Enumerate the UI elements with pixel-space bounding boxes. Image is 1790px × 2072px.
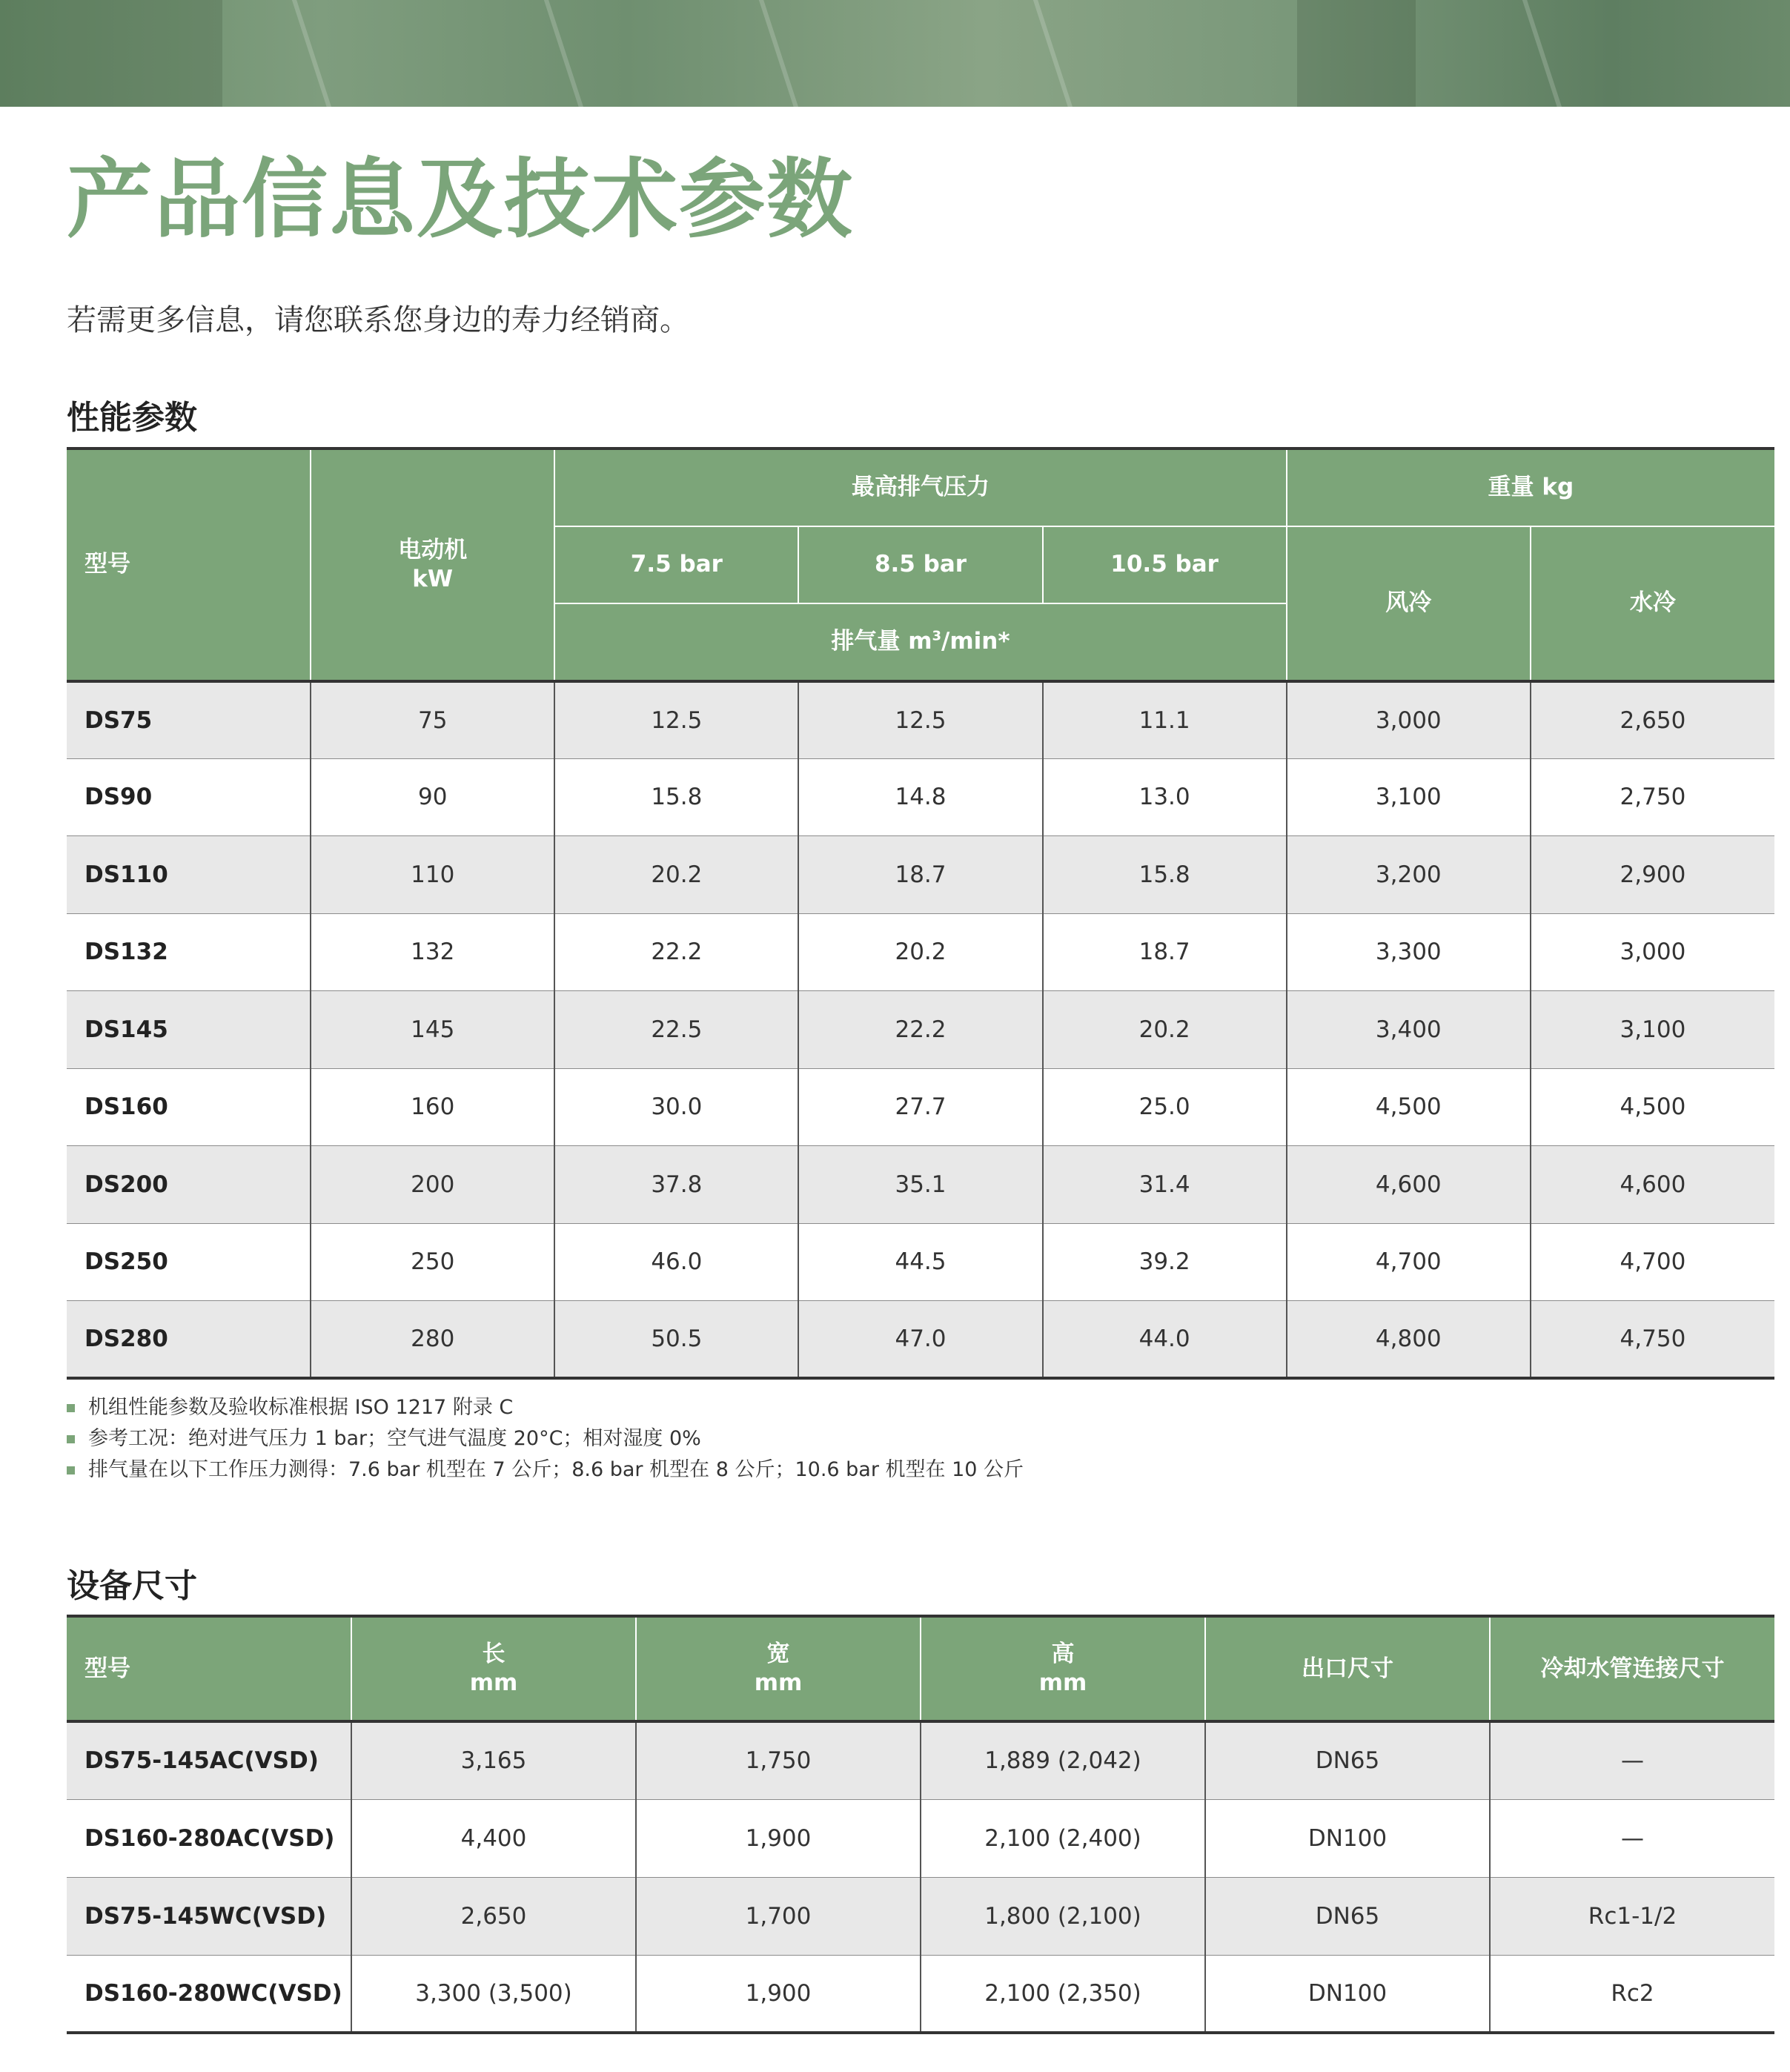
cell-p75: 22.2 [554, 913, 798, 991]
header-pressure-8-5: 8.5 bar [798, 526, 1042, 604]
cell-kw: 280 [311, 1301, 554, 1379]
dimensions-table [67, 1615, 1774, 2034]
page-subtitle: 若需更多信息，请您联系您身边的寿力经销商。 [67, 303, 689, 337]
cell-width: 1,750 [636, 1721, 921, 1799]
cell-air: 4,500 [1287, 1068, 1531, 1146]
cell-p85: 44.5 [798, 1223, 1042, 1301]
cell-length: 3,165 [351, 1721, 636, 1799]
cell-kw: 75 [311, 681, 554, 759]
table-row [67, 1955, 1774, 2033]
header-weight: 重量 kg [1287, 449, 1774, 526]
cell-model: DS160-280AC(VSD) [67, 1799, 351, 1877]
header-air-cooled: 风冷 [1287, 526, 1531, 681]
table-row [67, 836, 1774, 914]
cell-p75: 46.0 [554, 1223, 798, 1301]
cell-p85: 47.0 [798, 1301, 1042, 1379]
cell-model: DS250 [67, 1223, 311, 1301]
cell-length: 3,300 (3,500) [351, 1955, 636, 2033]
cell-air: 3,000 [1287, 681, 1531, 759]
cell-water: 4,600 [1531, 1146, 1774, 1224]
cell-water: 4,700 [1531, 1223, 1774, 1301]
cell-cooling: — [1490, 1721, 1774, 1799]
cell-cooling: — [1490, 1799, 1774, 1877]
cell-air: 4,700 [1287, 1223, 1531, 1301]
cell-p105: 11.1 [1043, 681, 1287, 759]
cell-water: 2,650 [1531, 681, 1774, 759]
cell-p105: 31.4 [1043, 1146, 1287, 1224]
note-item: 排气量在以下工作压力测得：7.6 bar 机型在 7 公斤；8.6 bar 机型在 8 公斤；10.6 bar 机型在 10 公斤 [67, 1454, 1024, 1486]
cell-water: 4,750 [1531, 1301, 1774, 1379]
cell-model: DS200 [67, 1146, 311, 1224]
cell-p75: 15.8 [554, 758, 798, 836]
performance-section-title: 性能参数 [67, 399, 197, 437]
cell-p105: 13.0 [1043, 758, 1287, 836]
header-model: 型号 [67, 449, 311, 681]
cell-model: DS75 [67, 681, 311, 759]
cell-p105: 20.2 [1043, 991, 1287, 1069]
header-height: 高 mm [921, 1616, 1205, 1721]
cell-p85: 20.2 [798, 913, 1042, 991]
cell-p85: 18.7 [798, 836, 1042, 914]
cell-model: DS160 [67, 1068, 311, 1146]
cell-model: DS145 [67, 991, 311, 1069]
cell-p75: 20.2 [554, 836, 798, 914]
cell-p105: 25.0 [1043, 1068, 1287, 1146]
header-banner [0, 0, 1790, 107]
cell-kw: 145 [311, 991, 554, 1069]
table-row [67, 1223, 1774, 1301]
cell-water: 2,900 [1531, 836, 1774, 914]
cell-height: 1,889 (2,042) [921, 1721, 1205, 1799]
cell-air: 4,800 [1287, 1301, 1531, 1379]
cell-p75: 30.0 [554, 1068, 798, 1146]
cell-model: DS90 [67, 758, 311, 836]
cell-water: 3,000 [1531, 913, 1774, 991]
cell-air: 3,100 [1287, 758, 1531, 836]
cell-kw: 132 [311, 913, 554, 991]
cell-outlet: DN65 [1205, 1877, 1490, 1955]
cell-model: DS160-280WC(VSD) [67, 1955, 351, 2033]
cell-outlet: DN65 [1205, 1721, 1490, 1799]
table-row [67, 1068, 1774, 1146]
table-row [67, 681, 1774, 759]
cell-p85: 12.5 [798, 681, 1042, 759]
cell-model: DS75-145WC(VSD) [67, 1877, 351, 1955]
cell-kw: 110 [311, 836, 554, 914]
cell-p75: 37.8 [554, 1146, 798, 1224]
header-motor: 电动机 kW [311, 449, 554, 681]
cell-kw: 250 [311, 1223, 554, 1301]
cell-p75: 22.5 [554, 991, 798, 1069]
cell-length: 2,650 [351, 1877, 636, 1955]
cell-width: 1,900 [636, 1799, 921, 1877]
cell-kw: 90 [311, 758, 554, 836]
cell-outlet: DN100 [1205, 1955, 1490, 2033]
cell-cooling: Rc2 [1490, 1955, 1774, 2033]
dimensions-section-title: 设备尺寸 [67, 1567, 197, 1605]
cell-p85: 22.2 [798, 991, 1042, 1069]
cell-height: 2,100 (2,400) [921, 1799, 1205, 1877]
header-length: 长 mm [351, 1616, 636, 1721]
cell-p105: 39.2 [1043, 1223, 1287, 1301]
table-row [67, 1877, 1774, 1955]
cell-height: 1,800 (2,100) [921, 1877, 1205, 1955]
header-capacity: 排气量 $m^3/\min*$ [554, 603, 1286, 681]
cell-p75: 12.5 [554, 681, 798, 759]
cell-air: 3,200 [1287, 836, 1531, 914]
note-item: 机组性能参数及验收标准根据 ISO 1217 附录 C [67, 1392, 1024, 1423]
header-model: 型号 [67, 1616, 351, 1721]
cell-p105: 44.0 [1043, 1301, 1287, 1379]
table-row [67, 1799, 1774, 1877]
cell-water: 4,500 [1531, 1068, 1774, 1146]
header-max-pressure: 最高排气压力 [554, 449, 1286, 526]
header-pressure-7-5: 7.5 bar [554, 526, 798, 604]
cell-air: 3,300 [1287, 913, 1531, 991]
cell-p105: 15.8 [1043, 836, 1287, 914]
header-width: 宽 mm [636, 1616, 921, 1721]
cell-p85: 35.1 [798, 1146, 1042, 1224]
table-row [67, 1301, 1774, 1379]
cell-cooling: Rc1-1/2 [1490, 1877, 1774, 1955]
cell-water: 3,100 [1531, 991, 1774, 1069]
table-row [67, 913, 1774, 991]
performance-notes [67, 1392, 1024, 1486]
table-row [67, 1721, 1774, 1799]
cell-air: 3,400 [1287, 991, 1531, 1069]
cell-model: DS75-145AC(VSD) [67, 1721, 351, 1799]
note-item: 参考工况：绝对进气压力 1 bar；空气进气温度 20°C；相对湿度 0% [67, 1423, 1024, 1454]
header-cooling-connection: 冷却水管连接尺寸 [1490, 1616, 1774, 1721]
cell-width: 1,700 [636, 1877, 921, 1955]
table-row [67, 758, 1774, 836]
cell-p75: 50.5 [554, 1301, 798, 1379]
cell-p105: 18.7 [1043, 913, 1287, 991]
cell-air: 4,600 [1287, 1146, 1531, 1224]
page-title: 产品信息及技术参数 [67, 150, 854, 250]
cell-length: 4,400 [351, 1799, 636, 1877]
table-row [67, 1146, 1774, 1224]
performance-table [67, 447, 1774, 1380]
cell-water: 2,750 [1531, 758, 1774, 836]
cell-p85: 14.8 [798, 758, 1042, 836]
cell-outlet: DN100 [1205, 1799, 1490, 1877]
header-pressure-10-5: 10.5 bar [1043, 526, 1287, 604]
header-outlet: 出口尺寸 [1205, 1616, 1490, 1721]
cell-kw: 160 [311, 1068, 554, 1146]
header-water-cooled: 水冷 [1531, 526, 1774, 681]
cell-p85: 27.7 [798, 1068, 1042, 1146]
cell-height: 2,100 (2,350) [921, 1955, 1205, 2033]
cell-model: DS132 [67, 913, 311, 991]
table-row [67, 991, 1774, 1069]
cell-width: 1,900 [636, 1955, 921, 2033]
cell-model: DS280 [67, 1301, 311, 1379]
cell-kw: 200 [311, 1146, 554, 1224]
cell-model: DS110 [67, 836, 311, 914]
